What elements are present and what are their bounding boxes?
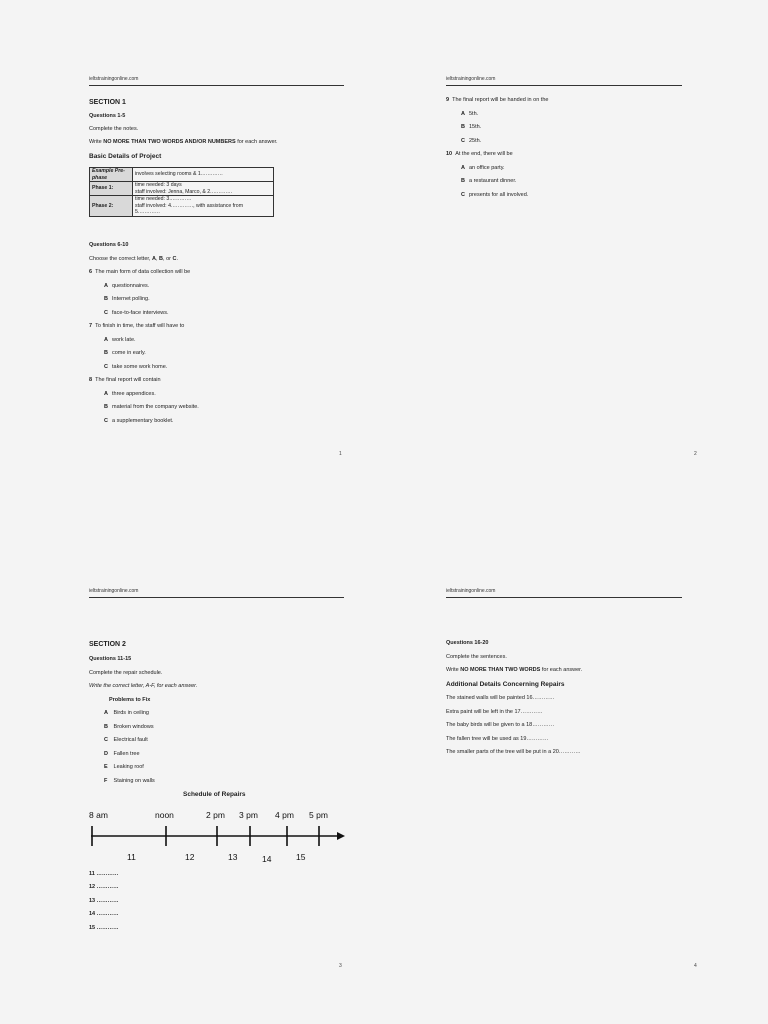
option: C take some work home. <box>104 364 168 370</box>
option: B Internet polling. <box>104 296 150 302</box>
question-9: 9 The final report will be handed in on the <box>446 97 549 103</box>
table-cell: Phase 2: <box>90 196 133 217</box>
schedule-title: Schedule of Repairs <box>183 791 246 798</box>
site-header: ieltstrainingonline.com <box>89 76 139 82</box>
option: B material from the company website. <box>104 404 199 410</box>
time-label: noon <box>155 810 174 820</box>
slot-label: 15 <box>296 852 306 862</box>
questions-heading: Questions 1-5 <box>89 113 126 119</box>
site-header: ieltstrainingonline.com <box>446 588 496 594</box>
problems-heading: Problems to Fix <box>109 697 151 703</box>
instruction-write: Write NO MORE THAN TWO WORDS for each answer. <box>446 667 583 673</box>
sentence-20: The smaller parts of the tree will be put in a 20………… <box>446 749 581 755</box>
option: A an office party. <box>461 165 505 171</box>
sentence-19: The fallen tree will be used as 19………… <box>446 736 549 742</box>
site-header: ieltstrainingonline.com <box>446 76 496 82</box>
list-item: F Staining on walls <box>104 778 155 784</box>
section-title: SECTION 1 <box>89 99 126 106</box>
notes-heading: Basic Details of Project <box>89 153 162 160</box>
sentences-heading: Additional Details Concerning Repairs <box>446 681 565 688</box>
page-number: 4 <box>694 963 697 969</box>
list-item: D Fallen tree <box>104 751 140 757</box>
questions-heading: Questions 16-20 <box>446 640 489 646</box>
page-number: 1 <box>339 451 342 457</box>
list-item: A Birds in ceiling <box>104 710 149 716</box>
instruction: Complete the notes. <box>89 126 139 132</box>
page-number: 2 <box>694 451 697 457</box>
notes-table <box>89 167 274 217</box>
table-row <box>90 182 274 196</box>
header-rule <box>446 597 682 598</box>
slot-label: 14 <box>262 854 272 864</box>
list-item: C Electrical fault <box>104 737 148 743</box>
time-label: 8 am <box>89 810 108 820</box>
instruction: Complete the repair schedule. <box>89 670 163 676</box>
schedule-timeline <box>89 808 347 866</box>
answer-line: 11 ………… <box>89 871 119 877</box>
question-6: 6 The main form of data collection will be <box>89 269 191 275</box>
page-4 <box>384 512 768 1024</box>
table-cell: Example Pre-phase <box>90 168 133 182</box>
arrow-head-icon <box>337 832 345 840</box>
option: A questionnaires. <box>104 283 150 289</box>
page-3 <box>0 512 384 1024</box>
section-title: SECTION 2 <box>89 641 126 648</box>
instruction-write: Write the correct letter, A-F, for each answer. <box>89 683 198 689</box>
question-10: 10 At the end, there will be <box>446 151 513 157</box>
instruction-write: Write NO MORE THAN TWO WORDS AND/OR NUMBERS for each answer. <box>89 139 278 145</box>
list-item: E Leaking roof <box>104 764 144 770</box>
page-1 <box>0 0 384 512</box>
option: C 25th. <box>461 138 482 144</box>
table-row <box>90 168 274 182</box>
question-8: 8 The final report will contain <box>89 377 161 383</box>
answer-line: 13 ………… <box>89 898 119 904</box>
table-cell: involves selecting rooms & 1.………… <box>133 168 274 182</box>
slot-label: 11 <box>127 852 136 862</box>
table-cell: time needed: 3.………… staff involved: 4.…………, with assistance from 5.………… <box>133 196 274 217</box>
time-label: 5 pm <box>309 810 328 820</box>
option: A three appendices. <box>104 391 156 397</box>
list-item: B Broken windows <box>104 724 154 730</box>
sentence-17: Extra paint will be left in the 17………… <box>446 709 543 715</box>
time-label: 2 pm <box>206 810 225 820</box>
questions-heading: Questions 6-10 <box>89 242 129 248</box>
questions-heading: Questions 11-15 <box>89 656 132 662</box>
table-cell: Phase 1: <box>90 182 133 196</box>
option: B 15th. <box>461 124 482 130</box>
option: A work late. <box>104 337 136 343</box>
option: B a restaurant dinner. <box>461 178 517 184</box>
answer-line: 15 ………… <box>89 925 119 931</box>
answer-line: 12 ………… <box>89 884 119 890</box>
time-label: 3 pm <box>239 810 258 820</box>
sentence-16: The stained walls will be painted 16………… <box>446 695 555 701</box>
page-2 <box>384 0 768 512</box>
time-label: 4 pm <box>275 810 294 820</box>
site-header: ieltstrainingonline.com <box>89 588 139 594</box>
table-cell: time needed: 3 days staff involved: Jenna, Marco, & 2.………… <box>133 182 274 196</box>
header-rule <box>89 85 344 86</box>
sentence-18: The baby birds will be given to a 18………… <box>446 722 555 728</box>
table-row <box>90 196 274 217</box>
slot-label: 12 <box>185 852 195 862</box>
slot-label: 13 <box>228 852 238 862</box>
header-rule <box>89 597 344 598</box>
option: A 5th. <box>461 111 479 117</box>
instruction: Complete the sentences. <box>446 654 507 660</box>
header-rule <box>446 85 682 86</box>
instruction-choose: Choose the correct letter, A, B, or C. <box>89 256 179 262</box>
option: C face-to-face interviews. <box>104 310 169 316</box>
option: B come in early. <box>104 350 146 356</box>
page-number: 3 <box>339 963 342 969</box>
option: C a supplementary booklet. <box>104 418 174 424</box>
question-7: 7 To finish in time, the staff will have to <box>89 323 185 329</box>
option: C presents for all involved. <box>461 192 529 198</box>
answer-line: 14 ………… <box>89 911 119 917</box>
